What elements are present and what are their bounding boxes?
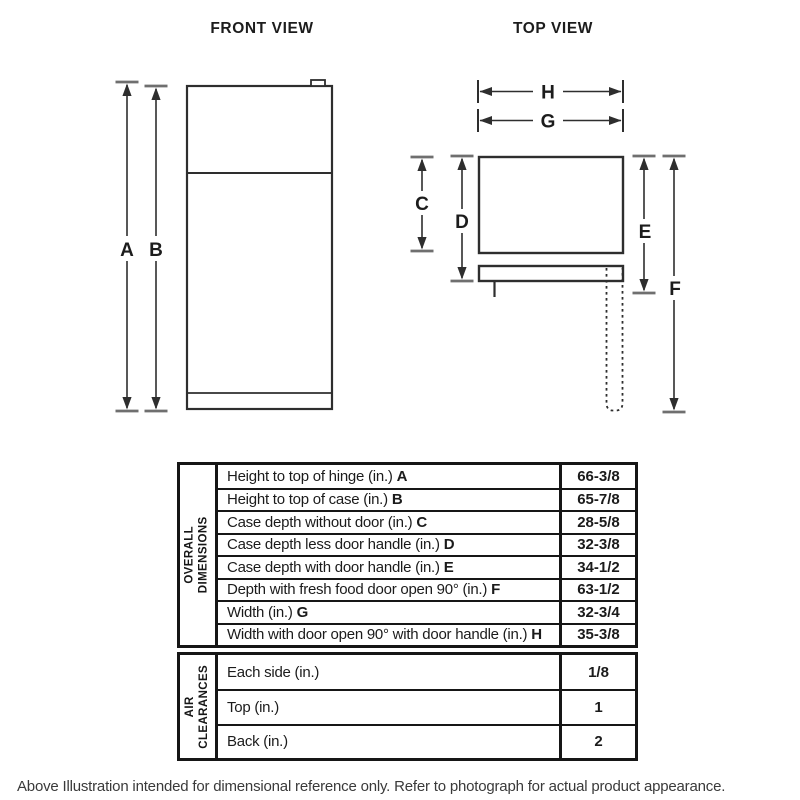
table-row-label: Each side (in.) <box>227 663 320 681</box>
group-line: AIR <box>183 695 196 717</box>
table-row-label: Case depth with door handle (in.) E <box>218 555 559 578</box>
table-row-label: Case depth less door handle (in.) D <box>218 533 559 556</box>
front-view-drawing <box>187 80 332 409</box>
table-row-label: Case depth without door (in.) C <box>218 510 559 533</box>
table-row-value: 2 <box>559 724 635 758</box>
table-row-value: 1 <box>559 689 635 723</box>
dim-arrow-d <box>449 156 475 281</box>
dim-key: A <box>396 467 408 485</box>
dim-label-e: E <box>638 222 652 243</box>
hinge-tab <box>311 80 325 86</box>
table-row-label: Height to top of case (in.) B <box>218 488 559 511</box>
dim-key: C <box>416 513 427 531</box>
table-row-value: 28-5/8 <box>559 510 635 533</box>
table-row-value: 65-7/8 <box>559 488 635 511</box>
dim-label-b: B <box>149 240 163 261</box>
table-row-value: 32-3/4 <box>559 600 635 623</box>
dim-key: G <box>296 603 309 621</box>
table-row-value: 1/8 <box>559 655 635 689</box>
table-row-label: Back (in.) <box>218 724 559 758</box>
dim-arrow-e <box>631 156 658 293</box>
group-label-overall-dimensions <box>180 465 218 645</box>
dim-arrow-h <box>478 80 623 104</box>
dim-arrow-g <box>478 109 623 133</box>
dim-key: D <box>443 536 455 554</box>
overall-dimensions-table <box>177 462 638 648</box>
dim-label-g: G <box>540 111 556 133</box>
disclaimer-note: Above Illustration intended for dimensional reference only. Refer to photograph for actual product appearance. <box>17 778 726 795</box>
fridge-outline <box>187 86 332 409</box>
dim-key: H <box>531 626 542 644</box>
dim-label-a: A <box>120 240 134 261</box>
group-line: OVERALL <box>183 526 196 584</box>
air-clearances-table <box>177 652 638 761</box>
dim-arrow-b <box>143 86 169 411</box>
table-row-value: 63-1/2 <box>559 578 635 601</box>
table-row-label: Width (in.) G <box>218 600 559 623</box>
case-outline <box>479 157 623 253</box>
top-view-title: TOP VIEW <box>512 20 594 37</box>
top-view-drawing <box>479 157 623 411</box>
dim-label-c: C <box>415 194 429 215</box>
table-row-value: 35-3/8 <box>559 623 635 646</box>
group-line: CLEARANCES <box>197 664 210 749</box>
dim-label-f: F <box>669 279 681 300</box>
dim-arrow-a <box>114 82 140 411</box>
door-outline <box>479 266 623 281</box>
table-row-label: Top (in.) <box>218 689 559 723</box>
dim-label-d: D <box>455 212 469 233</box>
dim-label-h: H <box>541 82 555 104</box>
table-row-label: Depth with fresh food door open 90° (in.) F <box>218 578 559 601</box>
table-row-value: 34-1/2 <box>559 555 635 578</box>
group-label-air-clearances <box>180 655 218 758</box>
door-open-dashed-outline <box>607 268 623 411</box>
group-line: DIMENSIONS <box>197 516 210 594</box>
table-row-label: Height to top of hinge (in.) A <box>227 467 408 485</box>
dim-key: F <box>491 581 500 599</box>
table-row-value: 66-3/8 <box>559 465 635 488</box>
dim-key: B <box>391 491 403 509</box>
table-row-label: Width with door open 90° with door handle (in.) H <box>218 623 559 646</box>
dim-arrow-c <box>409 157 435 251</box>
front-view-title: FRONT VIEW <box>210 20 314 37</box>
dim-key: E <box>443 558 454 576</box>
dim-arrow-f <box>661 156 688 412</box>
table-row-value: 32-3/8 <box>559 533 635 556</box>
